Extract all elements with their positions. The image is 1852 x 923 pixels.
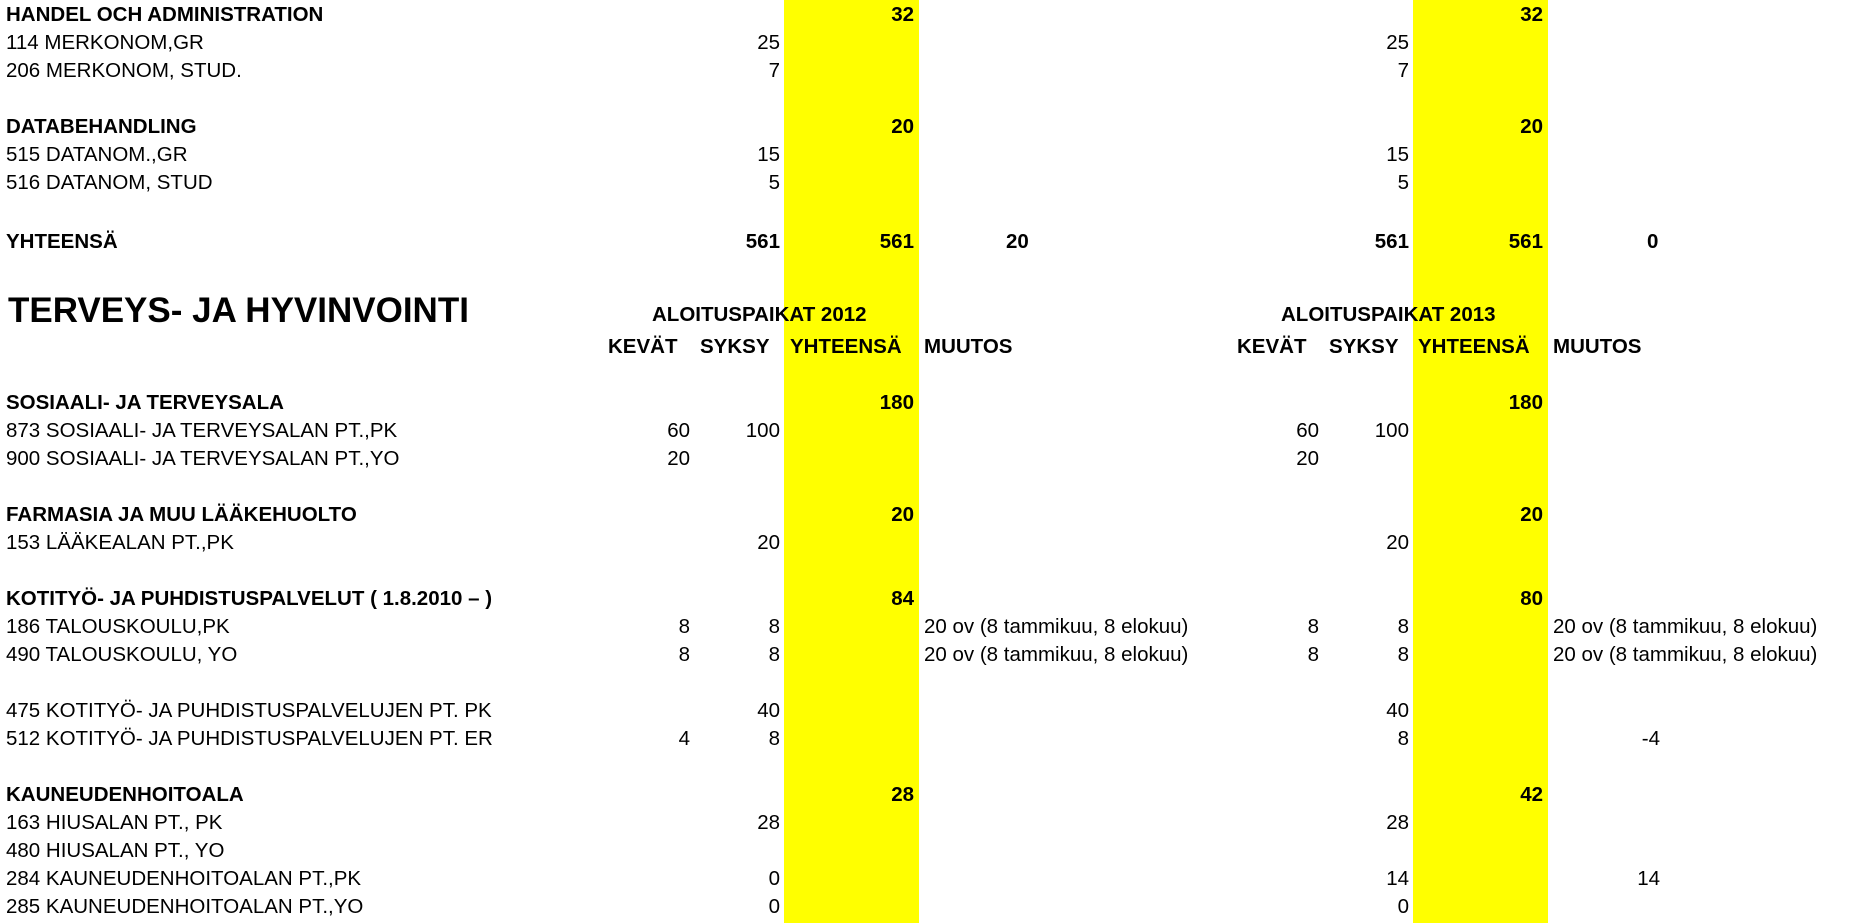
kevat-2012: 8 <box>678 615 690 638</box>
section-title: SOSIAALI- JA TERVEYSALA <box>6 391 284 414</box>
row-label: 114 MERKONOM,GR <box>6 31 204 54</box>
syksy-2013: 20 <box>1386 531 1409 554</box>
muutos-2013: -4 <box>1641 727 1660 750</box>
kevat-2013: 8 <box>1307 643 1319 666</box>
syksy-2013: 28 <box>1386 811 1409 834</box>
kevat-2013: 20 <box>1296 447 1319 470</box>
page-title: TERVEYS- JA HYVINVOINTI <box>8 291 469 330</box>
syksy-2013: 15 <box>1386 143 1409 166</box>
section-title: KAUNEUDENHOITOALA <box>6 783 244 806</box>
syksy-2012: 28 <box>757 811 780 834</box>
grand-total-2013: 561 <box>1508 230 1543 253</box>
aloituspaikat-2012-heading: ALOITUSPAIKAT 2012 <box>652 303 867 326</box>
total-2013: 32 <box>1520 3 1543 26</box>
syksy-2012: 0 <box>768 867 780 890</box>
syksy-2012: 25 <box>757 31 780 54</box>
grand-total-2012: 561 <box>879 230 914 253</box>
section-title: HANDEL OCH ADMINISTRATION <box>6 3 324 26</box>
col-yhteensa-2012: YHTEENSÄ <box>790 335 902 358</box>
row-label: 163 HIUSALAN PT., PK <box>6 811 223 834</box>
total-2012: 20 <box>891 115 914 138</box>
syksy-2013: 0 <box>1397 895 1409 918</box>
col-muutos-2012: MUUTOS <box>924 335 1013 358</box>
syksy-2012: 8 <box>768 727 780 750</box>
col-syksy-2012: SYKSY <box>700 335 770 358</box>
syksy-2012: 8 <box>768 643 780 666</box>
total-2012: 32 <box>891 3 914 26</box>
muutos-2013: 14 <box>1637 867 1660 890</box>
row-label: 900 SOSIAALI- JA TERVEYSALAN PT.,YO <box>6 447 400 470</box>
total-2012: 20 <box>891 503 914 526</box>
grand-total-syksy-2013: 561 <box>1374 230 1409 253</box>
kevat-2012: 20 <box>667 447 690 470</box>
row-label: 490 TALOUSKOULU, YO <box>6 643 238 666</box>
syksy-2013: 40 <box>1386 699 1409 722</box>
syksy-2013: 5 <box>1397 171 1409 194</box>
muutos-2012: 20 ov (8 tammikuu, 8 elokuu) <box>924 643 1189 666</box>
syksy-2013: 8 <box>1397 643 1409 666</box>
section-title: DATABEHANDLING <box>6 115 197 138</box>
grand-total-muutos-2013: 0 <box>1647 230 1659 253</box>
aloituspaikat-2013-heading: ALOITUSPAIKAT 2013 <box>1281 303 1496 326</box>
muutos-2013: 20 ov (8 tammikuu, 8 elokuu) <box>1553 643 1818 666</box>
row-label: 515 DATANOM.,GR <box>6 143 188 166</box>
row-label: 475 KOTITYÖ- JA PUHDISTUSPALVELUJEN PT. PK <box>6 699 492 722</box>
grand-total-syksy-2012: 561 <box>745 230 780 253</box>
kevat-2012: 4 <box>678 727 690 750</box>
syksy-2013: 14 <box>1386 867 1409 890</box>
col-kevat-2013: KEVÄT <box>1237 335 1307 358</box>
total-2012: 28 <box>891 783 914 806</box>
grand-total-label: YHTEENSÄ <box>6 230 118 253</box>
syksy-2012: 40 <box>757 699 780 722</box>
syksy-2013: 8 <box>1397 727 1409 750</box>
total-2012: 84 <box>891 587 914 610</box>
kevat-2013: 60 <box>1296 419 1319 442</box>
row-label: 153 LÄÄKEALAN PT.,PK <box>6 531 234 554</box>
total-2013: 42 <box>1520 783 1543 806</box>
row-label: 873 SOSIAALI- JA TERVEYSALAN PT.,PK <box>6 419 398 442</box>
col-yhteensa-2013: YHTEENSÄ <box>1418 335 1530 358</box>
col-syksy-2013: SYKSY <box>1329 335 1399 358</box>
kevat-2012: 60 <box>667 419 690 442</box>
syksy-2012: 100 <box>745 419 780 442</box>
syksy-2013: 7 <box>1397 59 1409 82</box>
section-title: KOTITYÖ- JA PUHDISTUSPALVELUT ( 1.8.2010 – ) <box>6 587 493 610</box>
syksy-2012: 8 <box>768 615 780 638</box>
syksy-2012: 20 <box>757 531 780 554</box>
row-label: 206 MERKONOM, STUD. <box>6 59 242 82</box>
row-label: 516 DATANOM, STUD <box>6 171 213 194</box>
col-muutos-2013: MUUTOS <box>1553 335 1642 358</box>
total-2013: 180 <box>1508 391 1543 414</box>
syksy-2012: 15 <box>757 143 780 166</box>
row-label: 186 TALOUSKOULU,PK <box>6 615 230 638</box>
syksy-2013: 25 <box>1386 31 1409 54</box>
kevat-2012: 8 <box>678 643 690 666</box>
total-2013: 20 <box>1520 115 1543 138</box>
muutos-2013: 20 ov (8 tammikuu, 8 elokuu) <box>1553 615 1818 638</box>
row-label: 480 HIUSALAN PT., YO <box>6 839 225 862</box>
row-label: 284 KAUNEUDENHOITOALAN PT.,PK <box>6 867 362 890</box>
total-2013: 20 <box>1520 503 1543 526</box>
row-label: 512 KOTITYÖ- JA PUHDISTUSPALVELUJEN PT. ER <box>6 727 493 750</box>
syksy-2012: 5 <box>768 171 780 194</box>
section-title: FARMASIA JA MUU LÄÄKEHUOLTO <box>6 503 357 526</box>
syksy-2012: 0 <box>768 895 780 918</box>
total-2013: 80 <box>1520 587 1543 610</box>
kevat-2013: 8 <box>1307 615 1319 638</box>
syksy-2012: 7 <box>768 59 780 82</box>
row-label: 285 KAUNEUDENHOITOALAN PT.,YO <box>6 895 364 918</box>
total-2012: 180 <box>879 391 914 414</box>
syksy-2013: 8 <box>1397 615 1409 638</box>
col-kevat-2012: KEVÄT <box>608 335 678 358</box>
syksy-2013: 100 <box>1374 419 1409 442</box>
muutos-2012: 20 ov (8 tammikuu, 8 elokuu) <box>924 615 1189 638</box>
grand-total-muutos-2012: 20 <box>1006 230 1029 253</box>
